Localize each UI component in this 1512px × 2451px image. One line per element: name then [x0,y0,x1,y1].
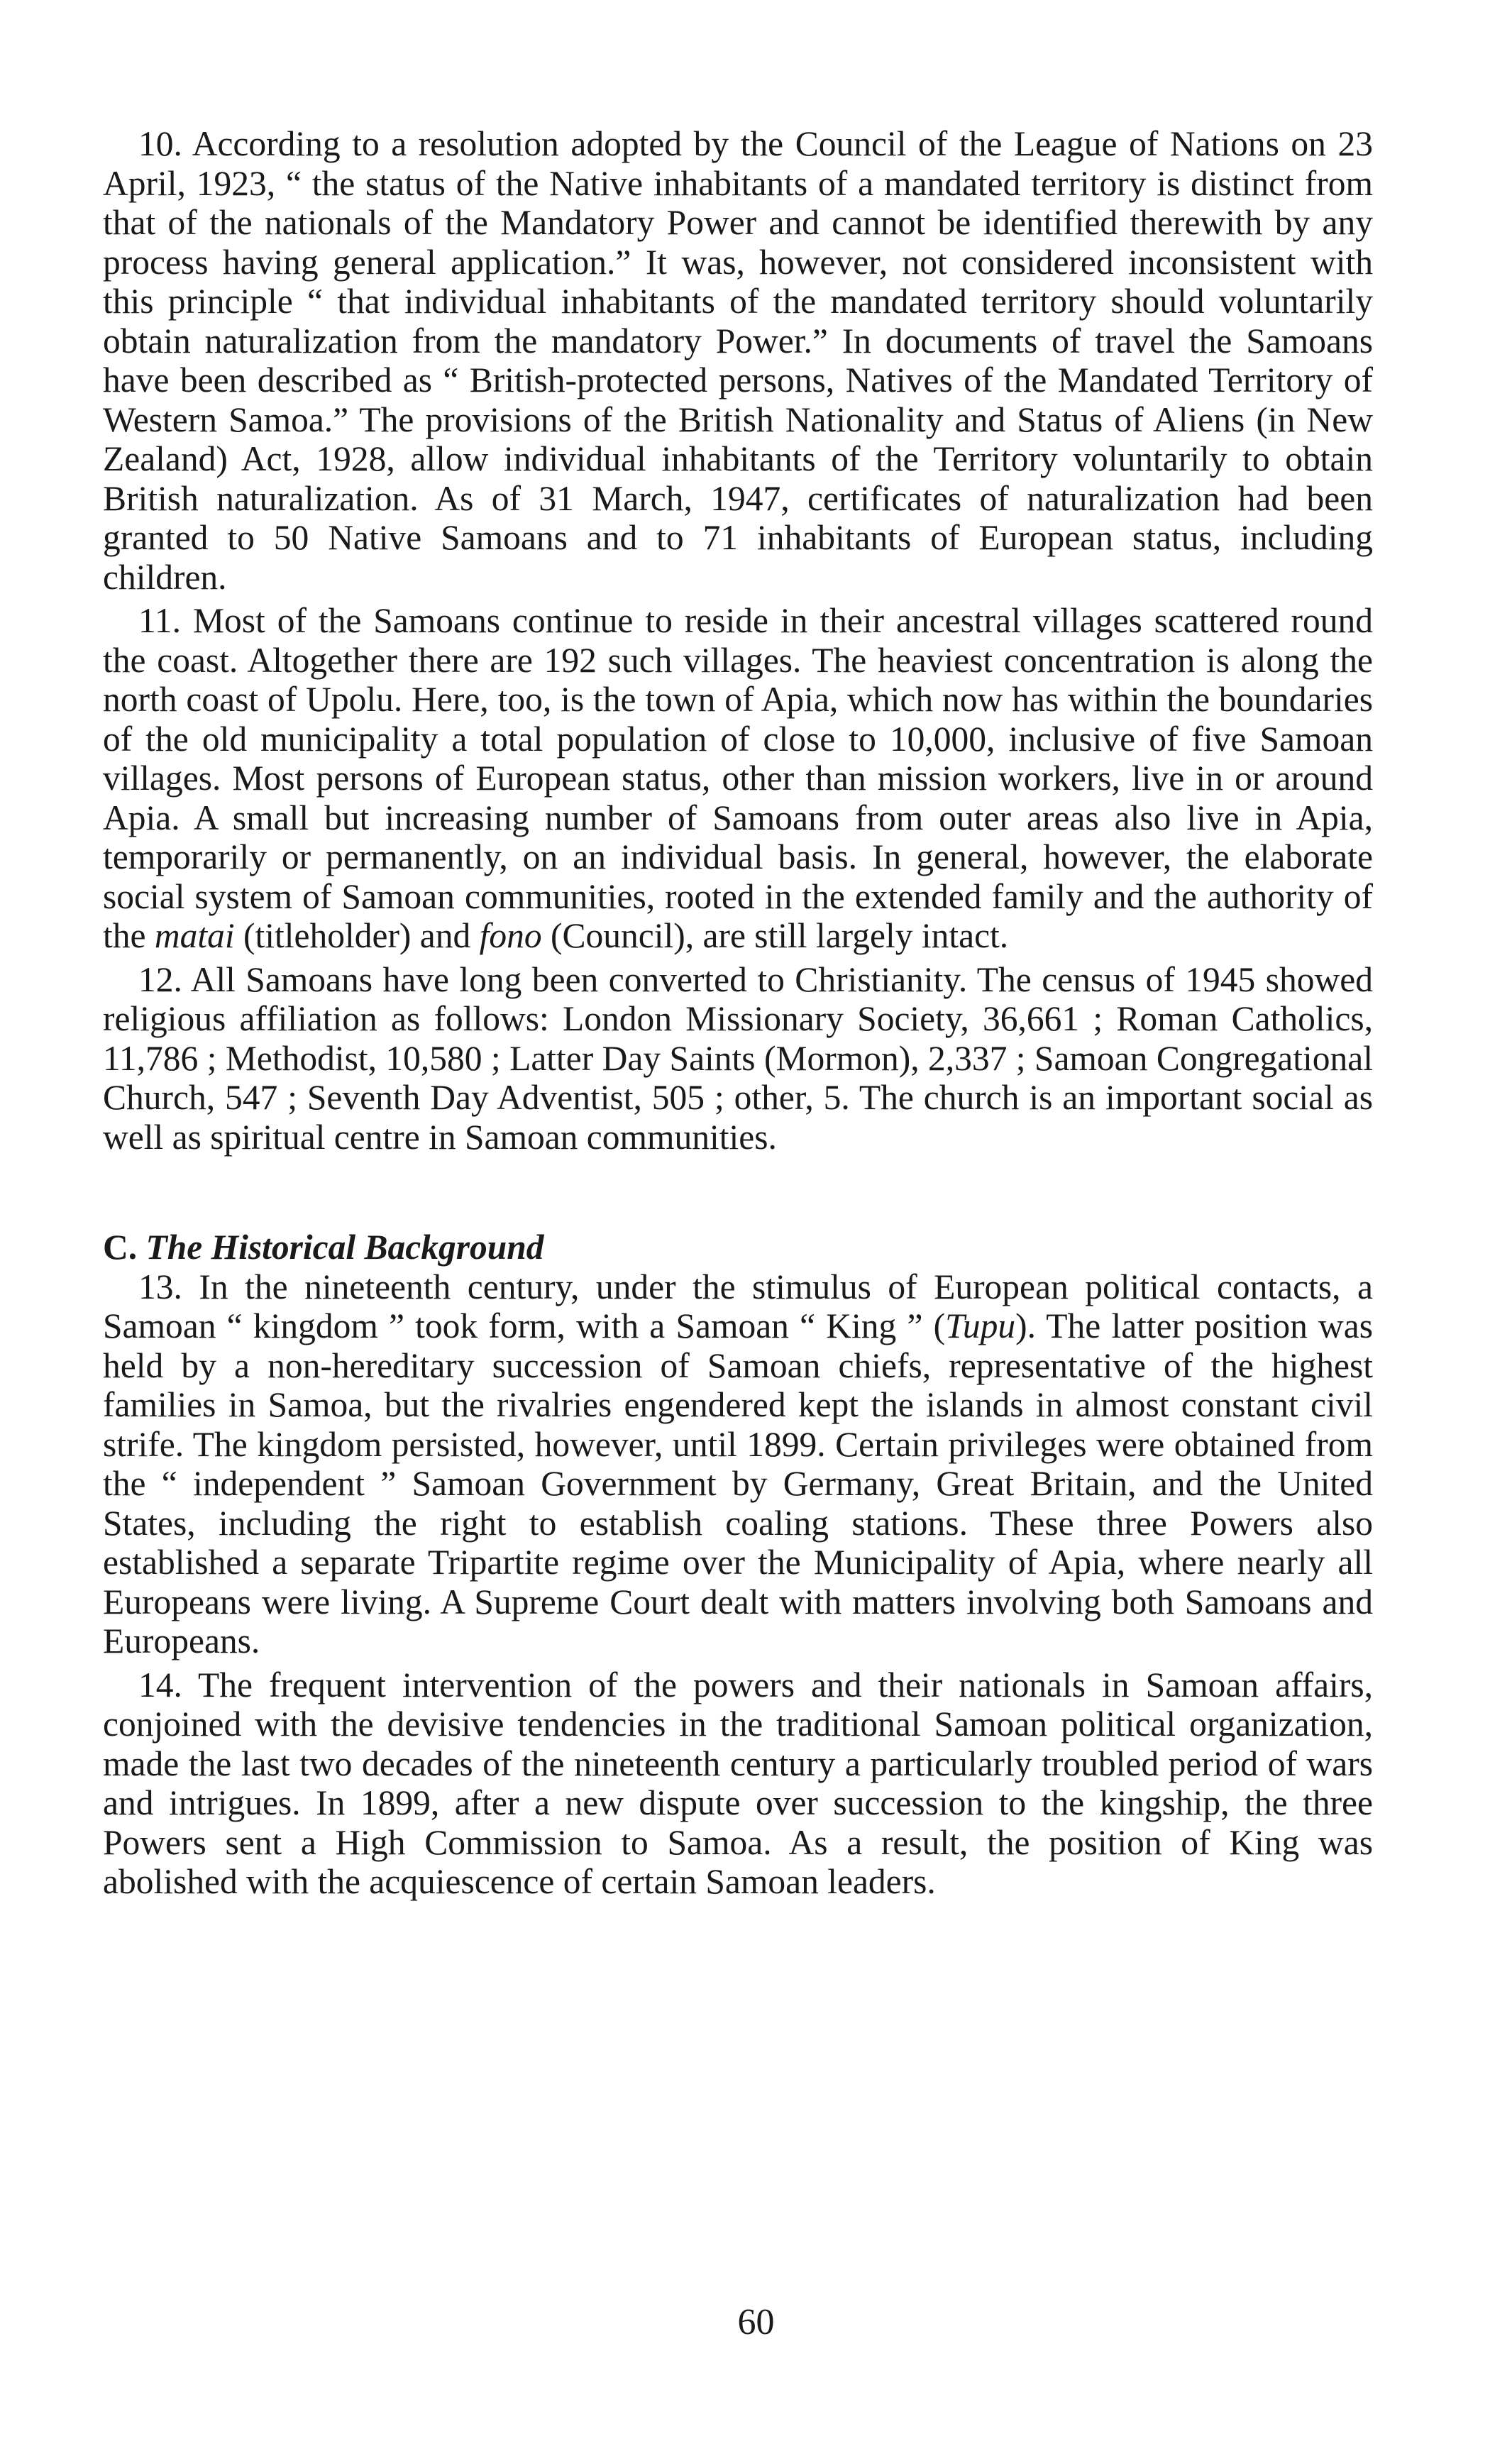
paragraph-11-text-a: 11. Most of the Samoans continue to reside in their ancestral villages scattered round the coast. Altogether there are 192 such villages. The heaviest concentration is along the north coast of Upolu. Here, too, is the town of Apia, which now has within the boundaries of the old municipality a total population of close to 10,000, inclusive of five Samoan villages. Most persons of European status, other than mission workers, live in or around Apia. A small but increasing number of Samoans from outer areas also live in Apia, temporarily or permanently, on an individual basis. In general, however, the elaborate social system of Samoan communities, rooted in the extended family and the authority of the [103,601,1373,955]
paragraph-12 [103,960,1373,1157]
paragraph-14 [103,1665,1373,1902]
paragraph-11 [103,601,1373,956]
paragraph-10 [103,124,1373,597]
term-fono: fono [479,916,542,955]
paragraph-13-text-a: 13. In the nineteenth century, under the stimulus of European political contacts, a Samoan “ kingdom ” took form, with a Samoan “ King ” ( [103,1267,1373,1345]
paragraph-14-text: 14. The frequent intervention of the powers and their nationals in Samoan affairs, conjoined with the devisive tendencies in the traditional Samoan political organization, made the last two decades of the nineteenth century a particularly troubled period of wars and intrigues. In 1899, after a new dispute over succession to the kingship, the three Powers sent a High Commission to Samoa. As a result, the position of King was abolished with the acquiescence of certain Samoan leaders. [103,1665,1373,1901]
term-matai: matai [154,916,235,955]
section-label: C. [103,1228,146,1267]
section-title: The Historical Background [145,1228,544,1267]
paragraph-13 [103,1267,1373,1661]
section-heading [103,1228,1373,1267]
document-page [103,124,1373,1902]
paragraph-12-text: 12. All Samoans have long been converted to Christianity. The census of 1945 showed religious affiliation as follows: London Missionary Society, 36,661 ; Roman Catholics, 11,786 ; Methodist, 10,580 ; Latter Day Saints (Mormon), 2,337 ; Samoan Congregational Church, 547 ; Seventh Day Adventist, 505 ; other, 5. The church is an important social as well as spiritual centre in Samoan communities. [103,959,1373,1157]
paragraph-10-text: 10. According to a resolution adopted by the Council of the League of Nations on 23 April, 1923, “ the status of the Native inhabitants of a mandated territory is distinct from that of the nationals of the Mandatory Power and cannot be identified therewith by any process having general application.” It was, however, not considered inconsistent with this principle “ that individual inhabitants of the mandated territory should voluntarily obtain naturalization from the mandatory Power.” In documents of travel the Samoans have been described as “ British-protected persons, Natives of the Mandated Territory of Western Samoa.” The provisions of the British Nationality and Status of Aliens (in New Zealand) Act, 1928, allow individual inhabitants of the Territory voluntarily to obtain British naturalization. As of 31 March, 1947, certificates of naturalization had been granted to 50 Native Samoans and to 71 inhabitants of European status, including children. [103,124,1373,597]
term-tupu: Tupu [945,1306,1016,1345]
paragraph-11-text-b: (titleholder) and [234,916,480,955]
page-number: 60 [737,2302,775,2342]
paragraph-13-text-b: ). The latter position was held by a non-hereditary succession of Samoan chiefs, representative of the highest families in Samoa, but the rivalries engendered kept the islands in almost constant civil strife. The kingdom persisted, however, until 1899. Certain privileges were obtained from the “ independent ” Samoan Government by Germany, Great Britain, and the United States, including the right to establish coaling stations. These three Powers also established a separate Tripartite regime over the Municipality of Apia, where nearly all Europeans were living. A Supreme Court dealt with matters involving both Samoans and Europeans. [103,1306,1373,1660]
paragraph-11-text-c: (Council), are still largely intact. [541,916,1009,955]
